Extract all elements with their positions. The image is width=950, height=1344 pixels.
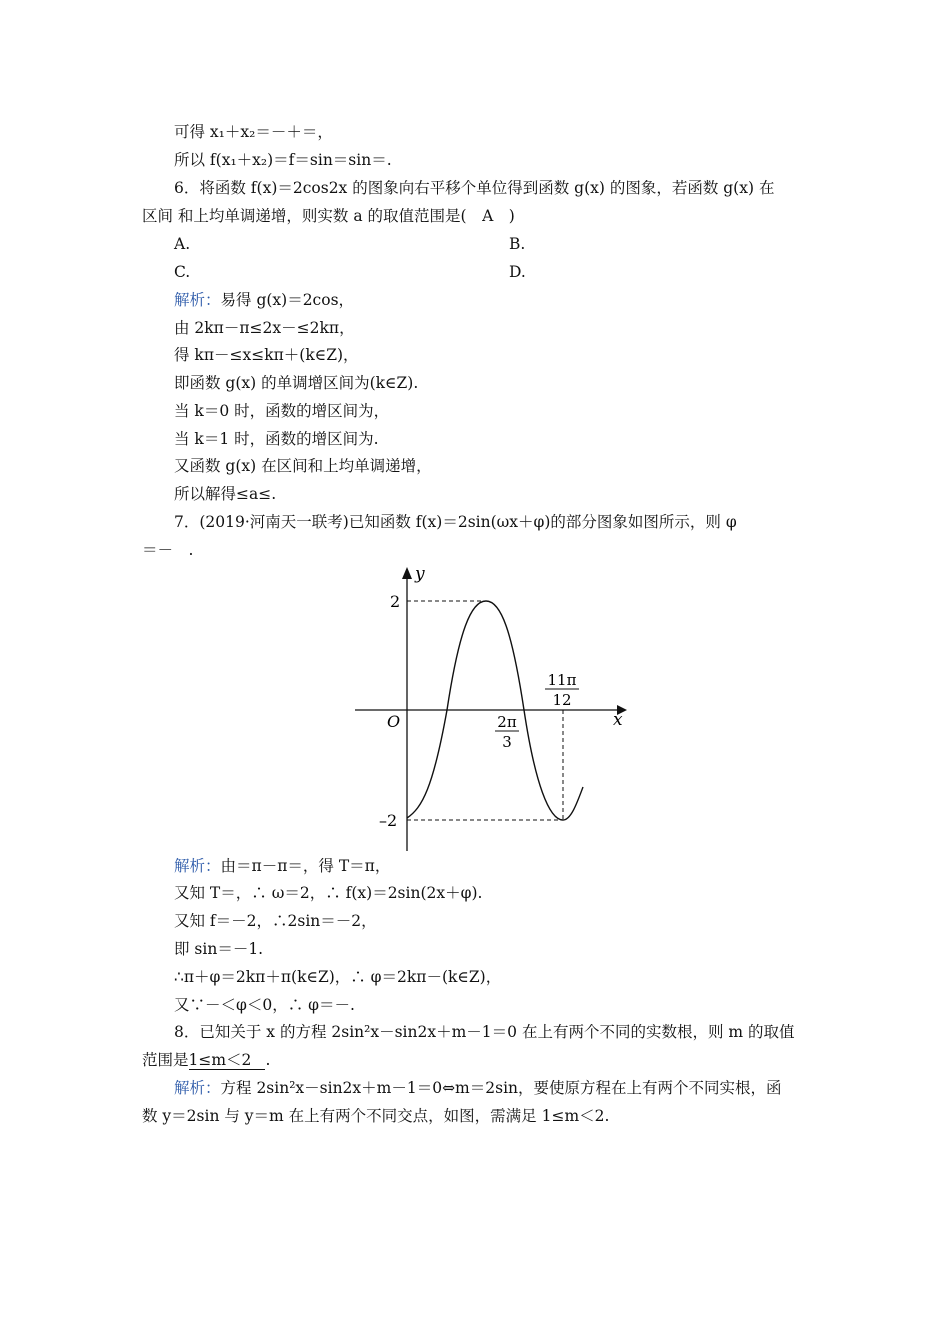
solution-line: 即函数 g(x) 的单调增区间为(k∈Z). [174, 374, 419, 392]
solution-line: 又函数 g(x) 在区间和上均单调递增， [174, 457, 432, 475]
question-8: 8．已知关于 x 的方程 2sin²x－sin2x＋m－1＝0 在上有两个不同的实数根，则 m 的取值 [174, 1023, 795, 1041]
answer-blank: 1≤m＜2 [189, 1051, 266, 1070]
tick-11pi-12-numerator: 11π [547, 671, 577, 689]
option-b: B. [509, 235, 526, 253]
option-d: D. [509, 263, 526, 281]
solution-7-line [174, 856, 390, 876]
y-min-label: –2 [379, 811, 398, 830]
question-6-cont: 区间 和上均单调递增，则实数 a 的取值范围是( A ) [142, 207, 515, 225]
option-a: A. [174, 235, 191, 253]
question-text: . [265, 1051, 271, 1069]
solution-line: 即 sin＝－1. [174, 940, 264, 958]
solution-line: 得 kπ－≤x≤kπ＋(k∈Z)， [174, 346, 359, 364]
solution-text: 由＝π－π＝，得 T＝π， [220, 857, 391, 875]
solution-text: 方程 2sin²x－sin2x＋m－1＝0⇔m＝2sin，要使原方程在上有两个不同实根，函 [220, 1079, 782, 1097]
solution-line: 当 k＝0 时，函数的增区间为， [174, 402, 390, 420]
function-graph [355, 563, 630, 853]
solution-line: 当 k＝1 时，函数的增区间为. [174, 430, 379, 448]
solution-label: 解析： [174, 1079, 221, 1097]
question-8-cont [142, 1050, 270, 1070]
solution-line: 数 y＝2sin 与 y＝m 在上有两个不同交点，如图，需满足 1≤m＜2. [142, 1107, 610, 1125]
text-line: 所以 f(x₁＋x₂)＝f＝sin＝sin＝. [174, 151, 392, 169]
question-6: 6．将函数 f(x)＝2cos2x 的图象向右平移个单位得到函数 g(x) 的图象，若函数 g(x) 在 [174, 179, 775, 197]
origin-label: O [387, 712, 401, 731]
x-axis-label: x [613, 710, 623, 730]
solution-line: ∴π＋φ＝2kπ＋π(k∈Z)，∴ φ＝2kπ－(k∈Z)， [174, 968, 502, 986]
solution-line: 又知 f＝－2，∴2sin＝－2， [174, 912, 377, 930]
solution-line: 又∵－＜φ＜0，∴ φ＝－. [174, 996, 355, 1014]
y-axis-label: y [415, 564, 425, 584]
solution-text: 易得 g(x)＝2cos， [220, 291, 355, 309]
question-7: 7．(2019·河南天一联考)已知函数 f(x)＝2sin(ωx＋φ)的部分图象如图所示，则 φ [174, 513, 737, 531]
y-max-label: 2 [390, 592, 401, 611]
solution-8-line [174, 1078, 782, 1098]
option-c: C. [174, 263, 191, 281]
tick-11pi-12-denominator: 12 [552, 691, 572, 709]
question-7-cont: ＝－ . [142, 541, 194, 559]
solution-line: 又知 T＝，∴ ω＝2，∴ f(x)＝2sin(2x＋φ). [174, 884, 483, 902]
solution-line: 由 2kπ－π≤2x－≤2kπ， [174, 319, 355, 337]
text-line: 可得 x₁＋x₂＝－＋＝， [174, 123, 333, 141]
solution-label: 解析： [174, 857, 221, 875]
solution-label: 解析： [174, 291, 221, 309]
question-text: 范围是 [142, 1051, 189, 1069]
tick-2pi-3-denominator: 3 [502, 733, 512, 751]
solution-line: 所以解得≤a≤. [174, 485, 277, 503]
solution-6-line [174, 290, 354, 310]
tick-2pi-3-numerator: 2π [497, 713, 517, 731]
